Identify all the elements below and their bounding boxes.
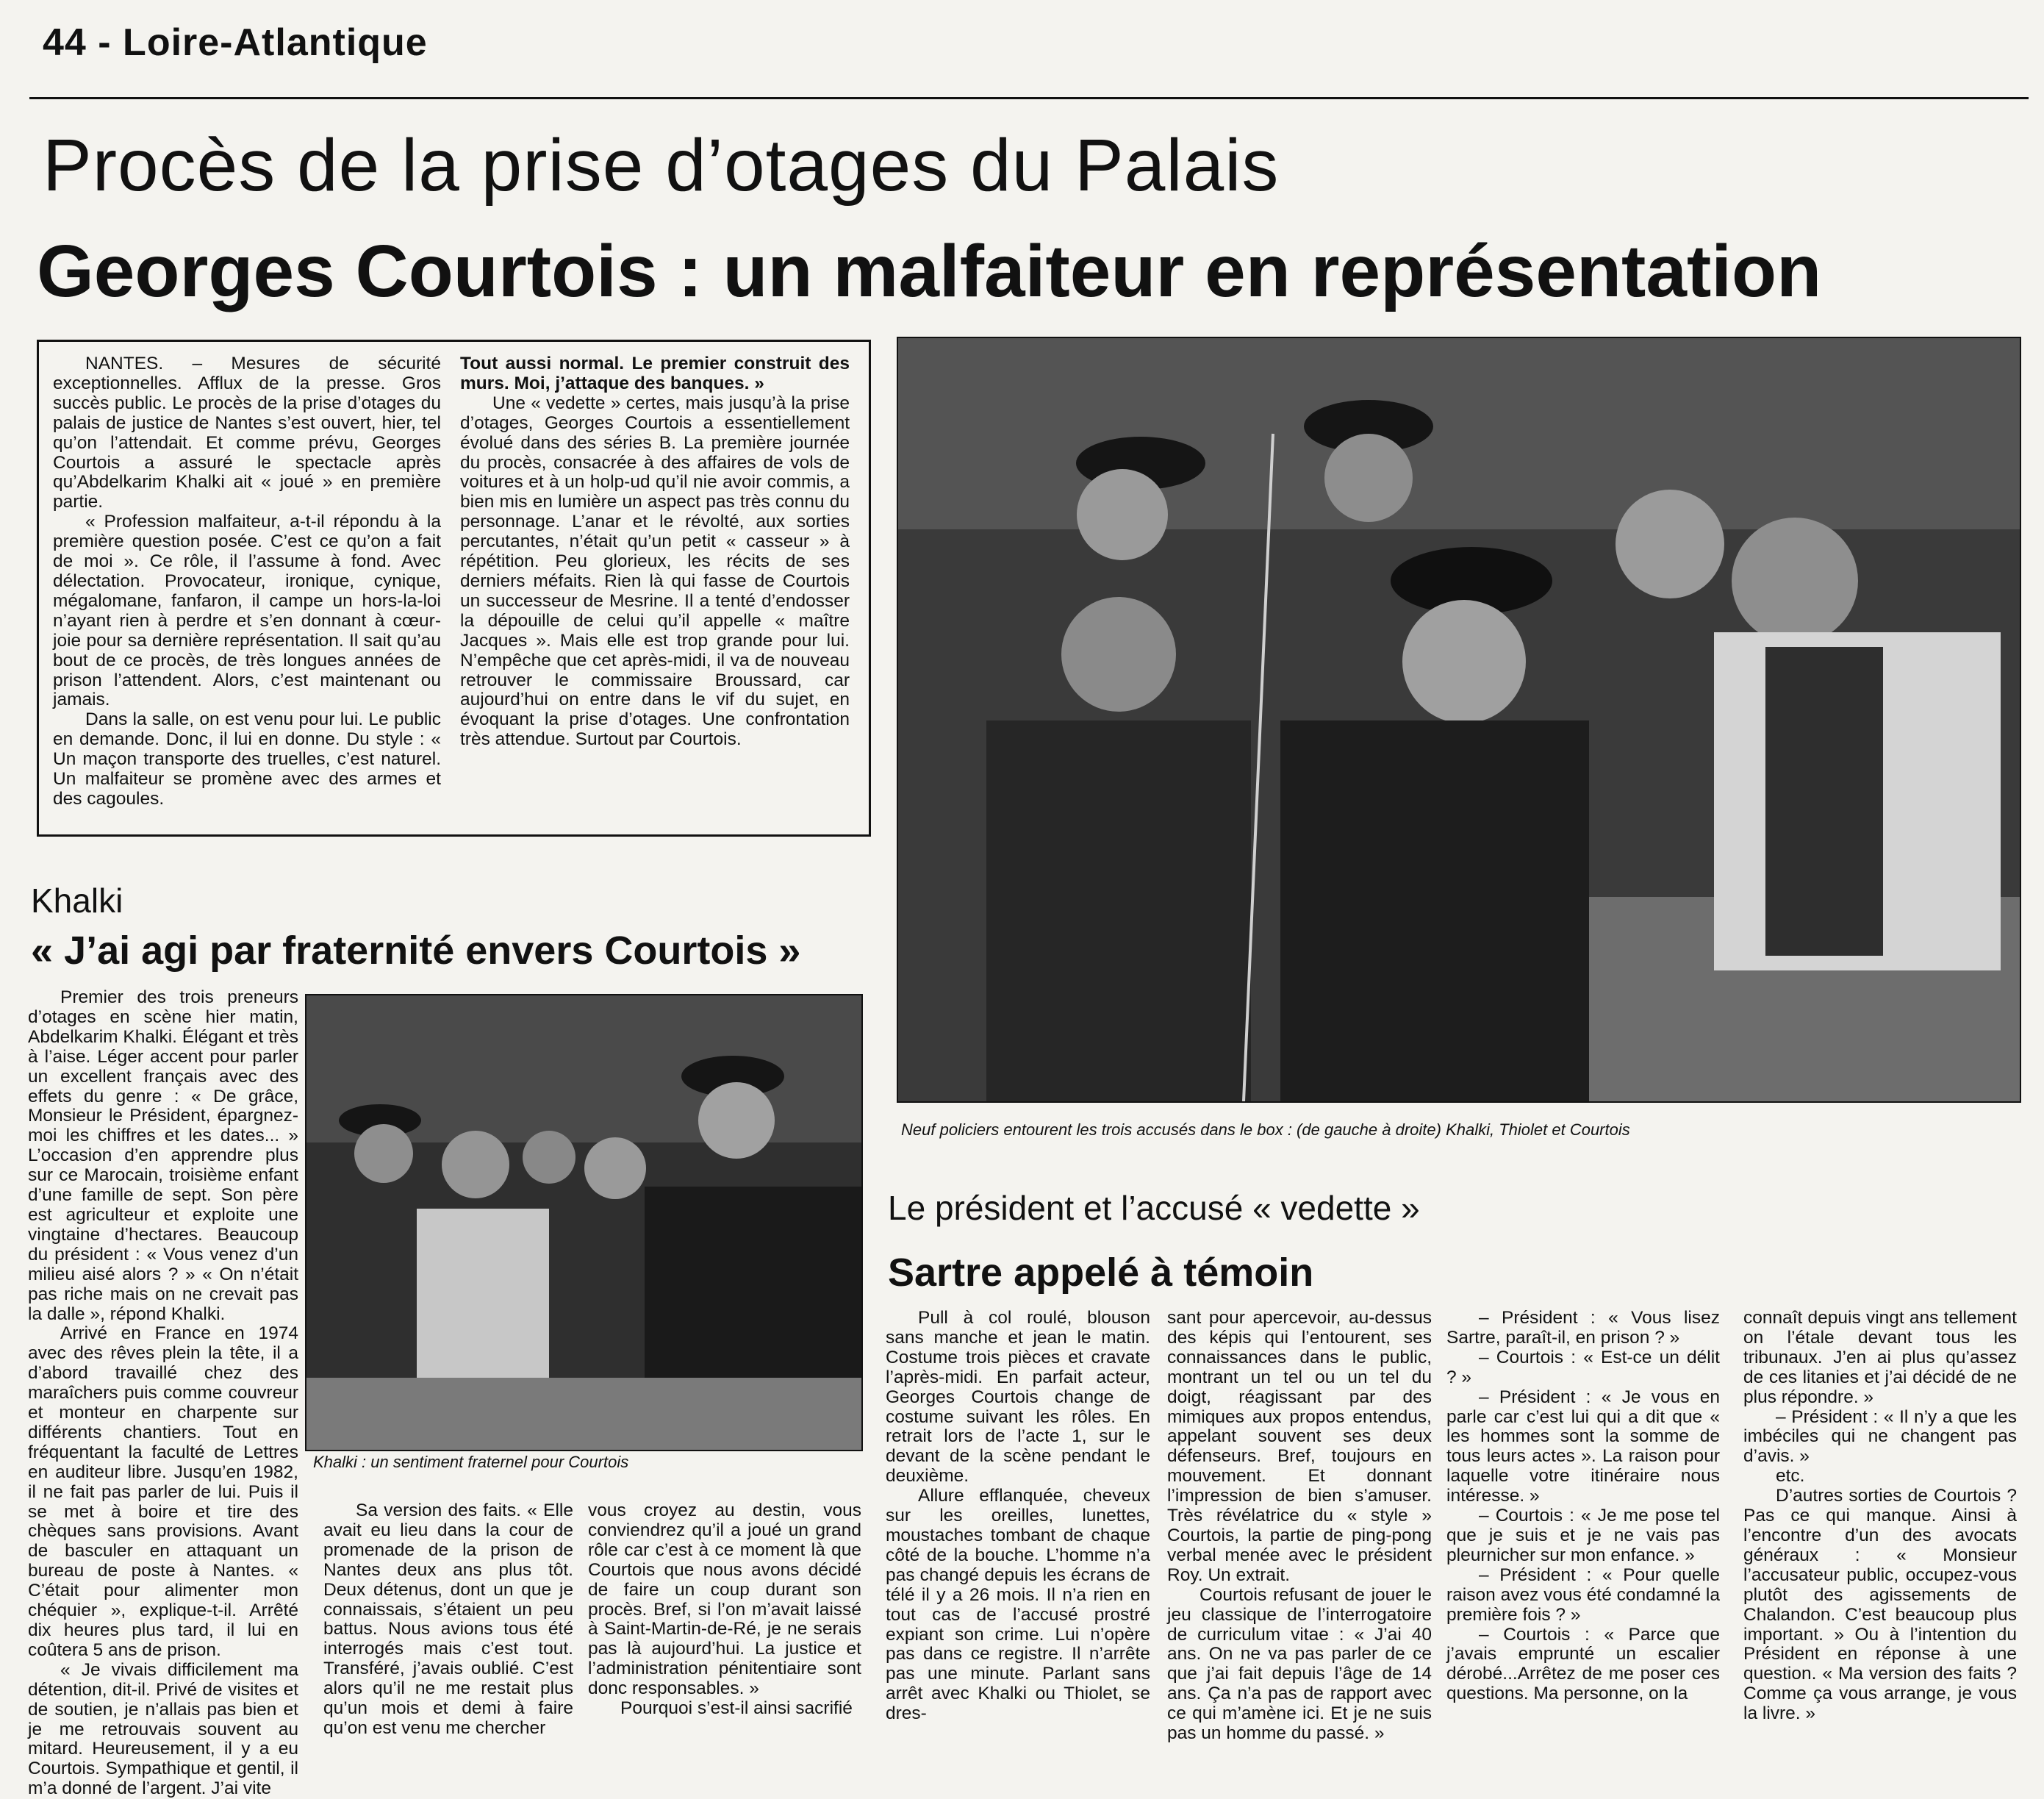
sartre-paragraph: sant pour apercevoir, au-dessus des képis qui l’entourent, ses connaissances dans le public, montrant un tel ou un tel du doigt, réagissant par des mimiques aux propos entendus, appelant souvent ses deux défenseurs. Bref, toujours en mouvement. Et donnant l’impression de bien s’amuser. Très révélatrice du « style » Courtois, la partie de ping-pong verbal menée avec le président Roy. Un extrait.	[1167, 1308, 1432, 1585]
lead-paragraph: Tout aussi normal. Le premier construit des murs. Moi, j’attaque des banques. »	[460, 354, 850, 393]
sartre-paragraph: Allure efflanquée, cheveux sur les oreilles, lunettes, moustaches tombant de chaque côté de la bouche. L’homme n’a pas changé depuis les écrans de télé il y a 26 mois. Il n’a rien en tout cas de l’accusé prostré expiant son crime. Lui n’opère pas dans ce registre. Il n’arrête pas une minute. Parlant sans arrêt avec Khalki ou Thiolet, se dres-	[886, 1486, 1150, 1724]
sartre-paragraph: – Président : « Il n’y a que les imbéciles qui ne changent pas d’avis. »	[1743, 1406, 2017, 1467]
sartre-paragraph: – Président : « Je vous en parle car c’est lui qui a dit que « les hommes sont la somme de tous leurs actes ». La raison pour laquelle votre itinéraire nous intéresse. »	[1446, 1387, 1720, 1506]
main-photo	[897, 337, 2021, 1103]
khalki-paragraph: Arrivé en France en 1974 avec des rêves plein la tête, il a d’abord travaillé chez des maraîchers puis comme couvreur et monteur en charpente sur différents chantiers. Tout en fréquentant la faculté de Lettres en auditeur libre. Jusqu’en 1982, il ne fait pas parler de lui. Puis il se met à boire et tire des chèques sans provisions. Avant de basculer en attaquant un bureau de poste à Nantes. « C’était pour alimenter mon chéquier », explique-t-il. Arrêté dix heures plus tard, il lui en coûtera 5 ans de prison.	[28, 1323, 298, 1660]
sartre-column-2	[1167, 1309, 1432, 1744]
page-folio: 44 - Loire-Atlantique	[43, 21, 428, 64]
khalki-paragraph: Premier des trois preneurs d’otages en scène hier matin, Abdelkarim Khalki. Élégant et très à l’aise. Léger accent pour parler un excellent français avec des effets du genre : « De grâce, Monsieur le Président, épargnez-moi les chiffres et les dates... » L’occasion d’en apprendre plus sur ce Marocain, troisième enfant d’une famille de sept. Son père est agriculteur et exploite une vingtaine d’hectares. Beaucoup du président : « Vous venez d’un milieu aisé alors ? » « On n’était pas riche mais on ne crevait pas la dalle », répond Khalki.	[28, 987, 298, 1324]
article-headline: Georges Courtois : un malfaiteur en représentation	[37, 230, 1822, 312]
khalki-paragraph: vous croyez au destin, vous conviendrez qu’il a joué un grand rôle car c’est à ce moment là que Courtois que nous avons décidé de faire un coup durant son procès. Bref, si l’on m’avait laissé à Saint-Martin-de-Ré, je ne serais pas là aujourd’hui. La justice et l’administration pénitentiaire sont donc responsables. »	[588, 1501, 861, 1699]
header-rule	[29, 97, 2029, 99]
khalki-column-2	[323, 1501, 573, 1739]
sartre-paragraph: Courtois refusant de jouer le jeu classique de l’interrogatoire de curriculum vitae : « J’ai 40 ans. On ne va pas parler de ce que j’ai fait depuis l’âge de 14 ans. Ça n’a pas de rapport avec ce qui m’amène ici. Et je ne suis pas un homme du passé. »	[1167, 1584, 1432, 1744]
sartre-column-1	[886, 1309, 1150, 1724]
khalki-photo-caption: Khalki : un sentiment fraternel pour Courtois	[313, 1453, 629, 1471]
main-photo-caption: Neuf policiers entourent les trois accusés dans le box : (de gauche à droite) Khalki, Thiolet et Courtois	[901, 1120, 1630, 1139]
sartre-headline: Sartre appelé à témoin	[888, 1251, 1314, 1295]
khalki-column-3	[588, 1501, 861, 1719]
khalki-photo	[305, 994, 863, 1451]
sartre-kicker: Le président et l’accusé « vedette »	[888, 1189, 1420, 1227]
khalki-kicker: Khalki	[31, 881, 123, 920]
khalki-photo-illustration	[306, 995, 861, 1450]
sartre-paragraph: etc.	[1776, 1466, 1805, 1487]
lead-paragraph: NANTES. – Mesures de sécurité exceptionnelles. Afflux de la presse. Gros succès public. Le procès de la prise d’otages du palais de justice de Nantes s’est ouvert, hier, tel qu’on l’attendait. Et comme prévu, Georges Courtois a assuré le spectacle après qu’Abdelkarim Khalki ait « joué » en première partie.	[53, 354, 441, 512]
lead-column-1	[53, 354, 441, 809]
lead-paragraph: Dans la salle, on est venu pour lui. Le public en demande. Donc, il lui en donne. Du style : « Un maçon transporte des truelles, c’est naturel. Un malfaiteur se promène avec des armes et des cagoules.	[53, 709, 441, 809]
sartre-column-4	[1743, 1309, 2017, 1724]
khalki-paragraph: « Je vivais difficilement ma détention, dit-il. Privé de visites et de soutien, je n’allais pas bien et je me retrouvais souvent au mitard. Heureusement, il y a eu Courtois. Sympathique et gentil, il m’a donné de l’argent. J’ai vite	[28, 1659, 298, 1799]
khalki-paragraph: Sa version des faits. « Elle avait eu lieu dans la cour de promenade de la prison de Nantes deux ans plus tôt. Deux détenus, dont un que je connaissais, s’étaient un peu battus. Nous avions tous été interrogés mais c’est tout. Transféré, j’avais oublié. C’est alors qu’il ne me restait plus qu’un mois et demi à faire qu’on est venu me chercher	[323, 1501, 573, 1738]
khalki-headline: « J’ai agi par fraternité envers Courtois »	[31, 929, 801, 973]
lead-paragraph: Une « vedette » certes, mais jusqu’à la prise d’otages, Georges Courtois a essentiellement évolué dans des séries B. La première journée du procès, consacrée à des affaires de vols de voitures et à un holp-ud qu’il nie avoir commis, a bien mis en lumière un aspect pas très connu du personnage. L’anar et le révolté, aux sorties percutantes, n’était qu’un petit « casseur » à répétition. Peu glorieux, les récits de ses derniers méfaits. Rien là qui fasse de Courtois un successeur de Mesrine. Il a tenté d’endosser la dépouille de celui qu’il appelle « maître Jacques ». Mais elle est trop grande pour lui. N’empêche que cet après-midi, il va de nouveau retrouver le commissaire Broussard, car aujourd’hui on entre dans le vif du sujet, en évoquant la prise d’otages. Une confrontation très attendue. Surtout par Courtois.	[460, 393, 850, 750]
sartre-paragraph: – Président : « Vous lisez Sartre, paraît-il, en prison ? »	[1446, 1308, 1720, 1348]
sartre-column-3	[1446, 1309, 1720, 1704]
sartre-paragraph: – Courtois : « Je me pose tel que je suis et je ne vais pas pleurnicher sur mon enfance. »	[1446, 1506, 1720, 1565]
sartre-paragraph: – Courtois : « Parce que j’avais emprunté un escalier dérobé...Arrêtez de me poser ces questions. Ma personne, on la	[1446, 1624, 1720, 1704]
article-kicker: Procès de la prise d’otages du Palais	[43, 124, 1280, 207]
khalki-column-1	[28, 988, 298, 1799]
sartre-paragraph: Pull à col roulé, blouson sans manche et jean le matin. Costume trois pièces et cravate l’après-midi. En parfait acteur, Georges Courtois change de costume suivant les rôles. En retrait lors de l’acte 1, sur le devant de la scène pendant le deuxième.	[886, 1308, 1150, 1487]
sartre-paragraph: connaît depuis vingt ans tellement on l’étale devant tous les tribunaux. J’en ai plus qu’assez de ces litanies et j’ai décidé de ne plus répondre. »	[1743, 1308, 2017, 1407]
khalki-paragraph: Pourquoi s’est-il ainsi sacrifié	[620, 1698, 853, 1719]
courtroom-photo-illustration	[898, 338, 2020, 1101]
lead-column-2	[460, 354, 850, 750]
lead-paragraph: « Profession malfaiteur, a-t-il répondu à la première question posée. C’est ce qu’on a fait de moi ». Ce rôle, il l’assume à fond. Avec délectation. Provocateur, ironique, cynique, mégalomane, fanfaron, il campe un hors-la-loi n’ayant rien à perdre et s’en donnant à cœur-joie pour sa dernière représentation. Il sait qu’au bout de ce procès, de très longues années de prison l’attendent. Alors, c’est maintenant ou jamais.	[53, 512, 441, 710]
sartre-paragraph: – Courtois : « Est-ce un délit ? »	[1446, 1347, 1720, 1387]
sartre-paragraph: D’autres sorties de Courtois ? Pas ce qui manque. Ainsi à l’encontre d’un des avocats généraux : « Monsieur l’accusateur public, occupez-vous plutôt des agissements de Chalandon. C’est beaucoup plus important. » Ou à l’intention du Président en réponse à une question. « Ma version des faits ? Comme ça vous arrange, je vous la livre. »	[1743, 1486, 2017, 1724]
sartre-paragraph: – Président : « Pour quelle raison avez vous été condamné la première fois ? »	[1446, 1564, 1720, 1625]
